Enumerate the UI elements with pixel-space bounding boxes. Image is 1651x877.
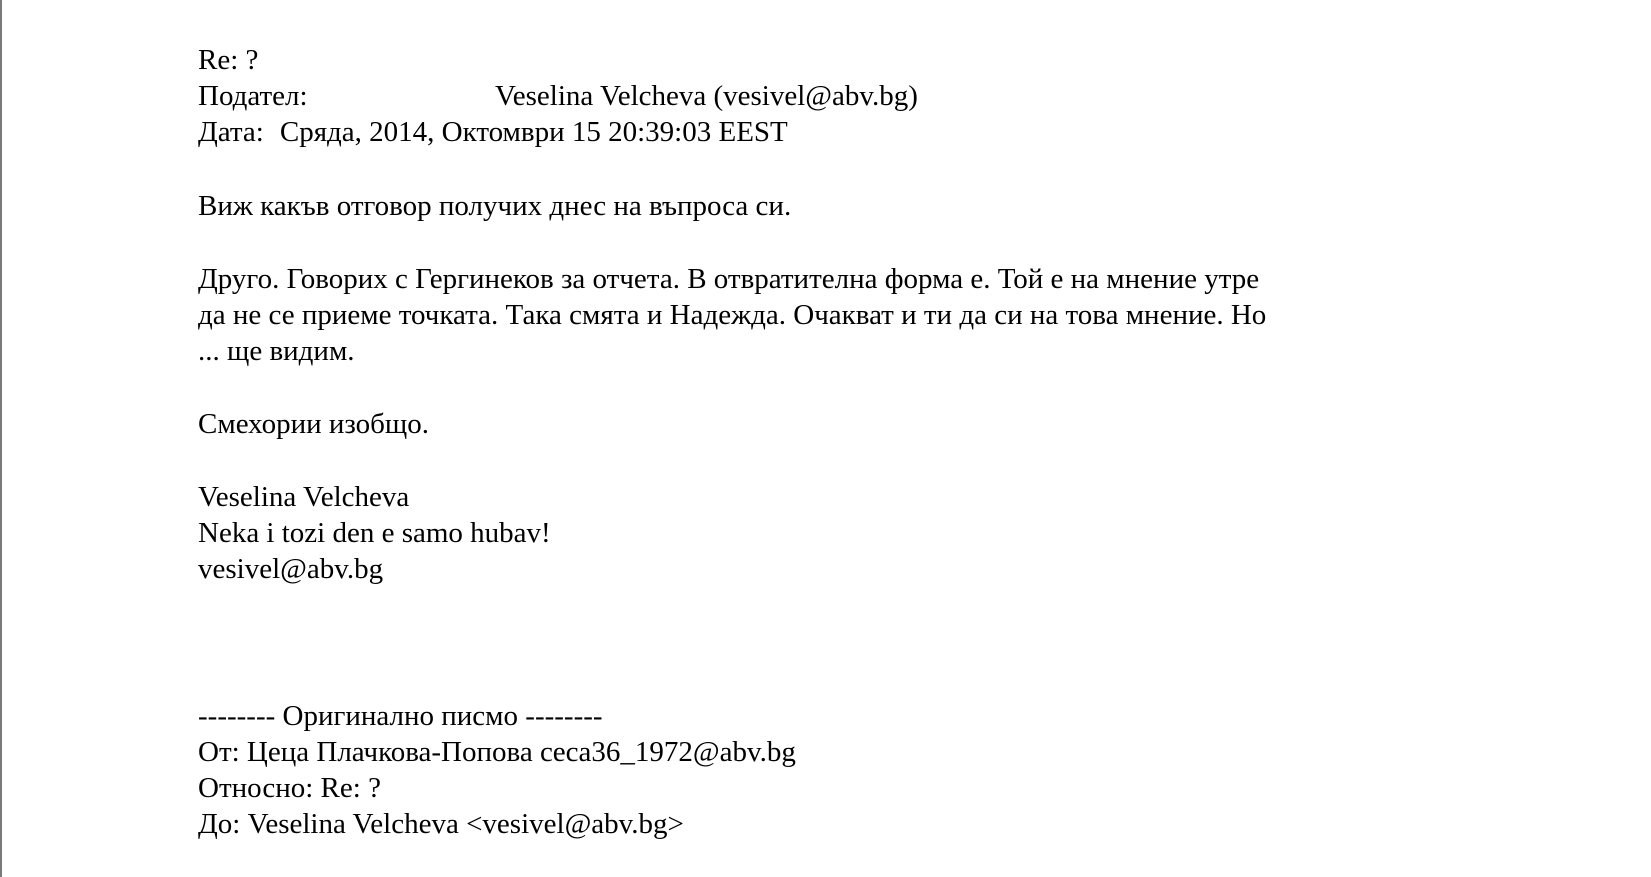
page-left-border: [0, 0, 2, 877]
body-paragraph-3: Смехории изобщо.: [198, 408, 430, 440]
date-value: Сряда, 2014, Октомври 15 20:39:03 EEST: [279, 116, 788, 148]
original-message-subject: Относно: Re: ?: [198, 772, 381, 804]
body-paragraph-2-line-2: да не се приеме точката. Така смята и Надежда. Очакват и ти да си на това мнение. Но: [198, 299, 1267, 331]
body-paragraph-1: Виж какъв отговор получих днес на въпроса си.: [198, 190, 792, 222]
body-paragraph-2-line-1: Друго. Говорих с Гергинеков за отчета. В отвратителна форма е. Той е на мнение утре: [198, 263, 1260, 295]
original-message-to: До: Veselina Velcheva <vesivel@abv.bg>: [198, 808, 684, 840]
original-message-from: От: Цеца Плачкова-Попова ceca36_1972@abv.bg: [198, 736, 796, 768]
sender-label: Подател:: [198, 80, 308, 112]
date-label: Дата:: [198, 116, 264, 148]
body-paragraph-2-line-3: ... ще видим.: [198, 335, 355, 367]
original-message-separator: -------- Оригинално писмо --------: [198, 700, 603, 732]
email-subject: Re: ?: [198, 44, 259, 76]
signature-email: vesivel@abv.bg: [198, 553, 384, 585]
date-row: [198, 113, 788, 151]
sender-value: Veselina Velcheva (vesivel@abv.bg): [495, 80, 918, 112]
sender-row: [198, 77, 918, 115]
signature-motto: Neka i tozi den e samo hubav!: [198, 517, 551, 549]
signature-name: Veselina Velcheva: [198, 481, 410, 513]
